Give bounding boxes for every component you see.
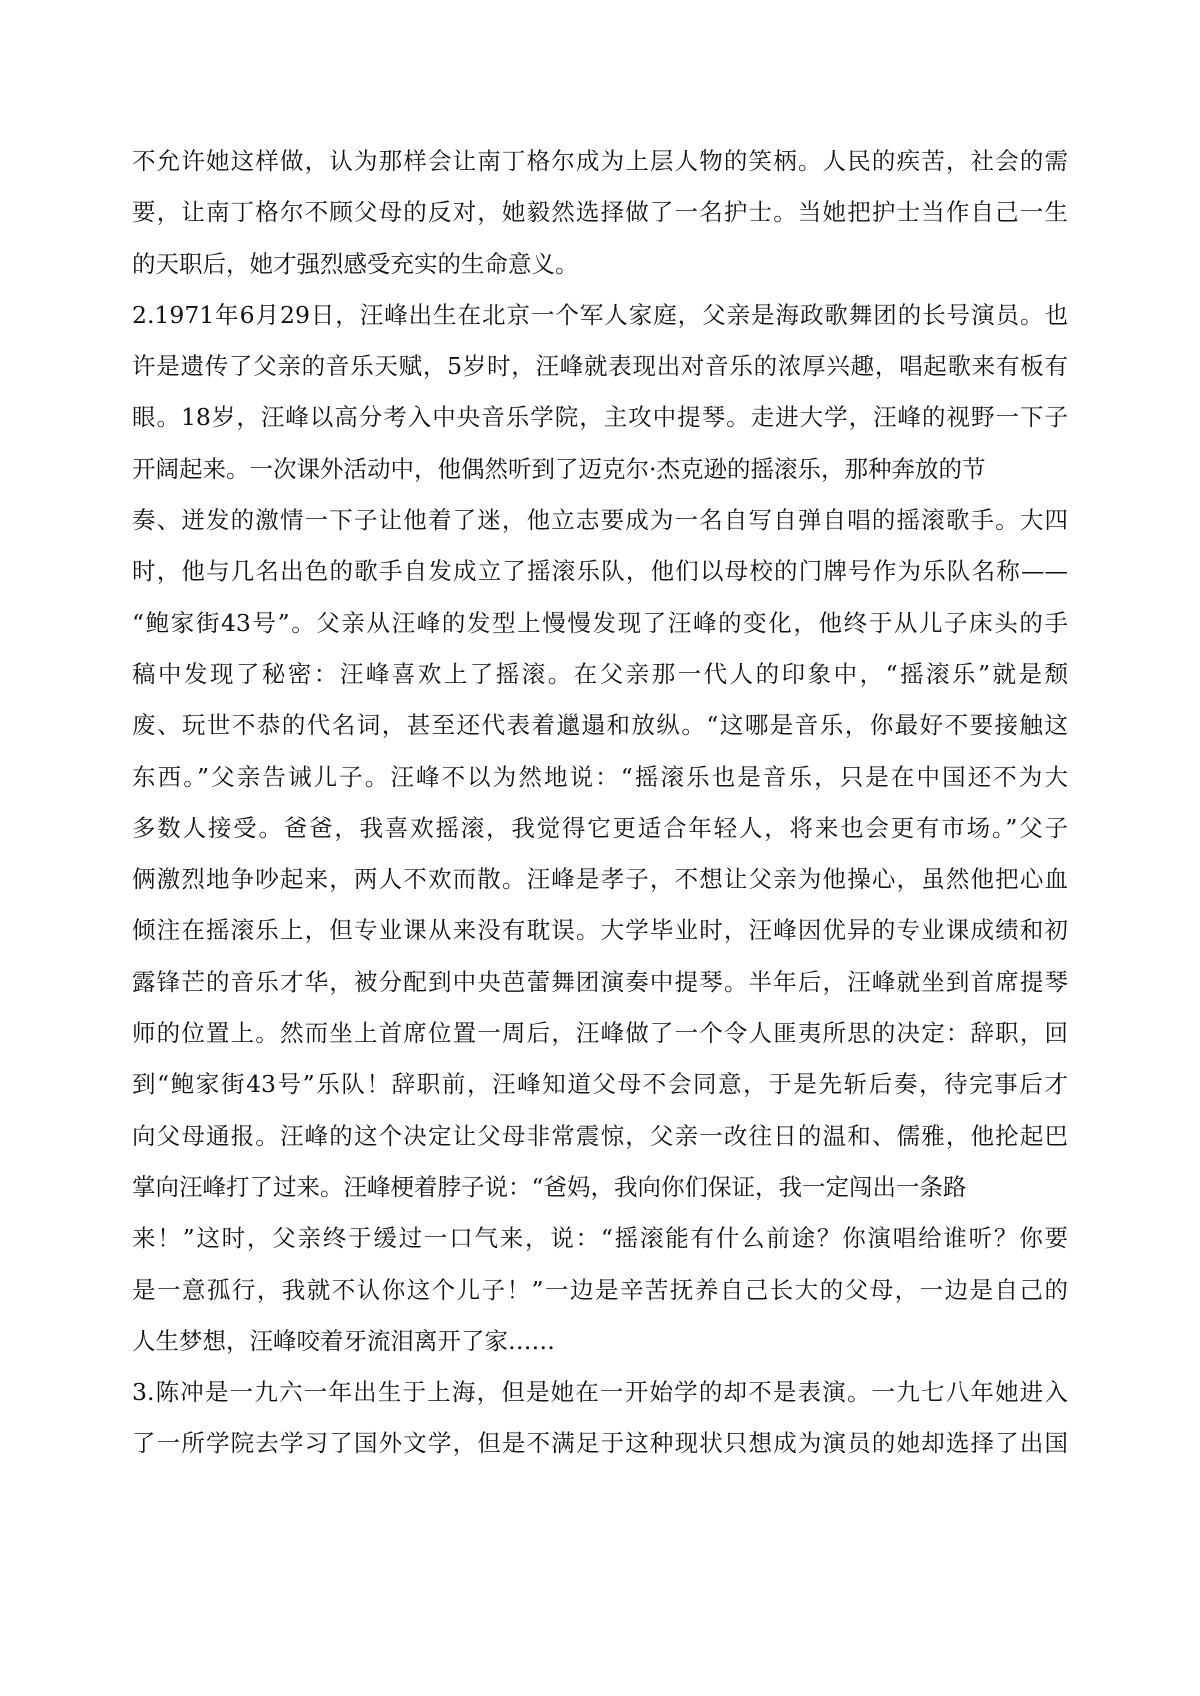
text-line: 的天职后，她才强烈感受充实的生命意义。 [132, 249, 579, 278]
text-line: 奏、迸发的激情一下子让他着了迷，他立志要成为一名自写自弹自唱的摇滚歌手。大四 [132, 506, 1068, 535]
document-body [132, 136, 1068, 1470]
text-line: 许是遗传了父亲的音乐天赋，5岁时，汪峰就表现出对音乐的浓厚兴趣，唱起歌来有板有 [132, 352, 1068, 381]
text-line: 露锋芒的音乐才华，被分配到中央芭蕾舞团演奏中提琴。半年后，汪峰就坐到首席提琴 [132, 967, 1068, 996]
text-line: 是一意孤行，我就不认你这个儿子！”一边是辛苦抚养自己长大的父母，一边是自己的 [132, 1275, 1068, 1304]
text-line: 时，他与几名出色的歌手自发成立了摇滚乐队，他们以母校的门牌号作为乐队名称—— [132, 557, 1068, 586]
text-line: 师的位置上。然而坐上首席位置一周后，汪峰做了一个令人匪夷所思的决定：辞职，回 [132, 1019, 1068, 1048]
text-line: 3.陈冲是一九六一年出生于上海，但是她在一开始学的却不是表演。一九七八年她进入 [132, 1378, 1068, 1407]
text-line: 要，让南丁格尔不顾父母的反对，她毅然选择做了一名护士。当她把护士当作自己一生 [132, 198, 1068, 227]
text-line: 了一所学院去学习了国外文学，但是不满足于这种现状只想成为演员的她却选择了出国 [132, 1429, 1068, 1458]
text-line: 不允许她这样做，认为那样会让南丁格尔成为上层人物的笑柄。人民的疾苦，社会的需 [132, 147, 1068, 175]
text-line: 眼。18岁，汪峰以高分考入中央音乐学院，主攻中提琴。走进大学，汪峰的视野一下子 [132, 403, 1068, 432]
text-line: 东西。”父亲告诫儿子。汪峰不以为然地说：“摇滚乐也是音乐，只是在中国还不为大 [132, 762, 1068, 791]
text-line: 废、玩世不恭的代名词，甚至还代表着邋遢和放纵。“这哪是音乐，你最好不要接触这 [132, 711, 1068, 740]
text-line: “鲍家街43号”。父亲从汪峰的发型上慢慢发现了汪峰的变化，他终于从儿子床头的手 [132, 608, 1068, 637]
text-line: 开阔起来。一次课外活动中，他偶然听到了迈克尔·杰克逊的摇滚乐，那种奔放的节 [132, 454, 986, 483]
text-line: 稿中发现了秘密：汪峰喜欢上了摇滚。在父亲那一代人的印象中，“摇滚乐”就是颓 [132, 659, 1068, 688]
text-line: 向父母通报。汪峰的这个决定让父母非常震惊，父亲一改往日的温和、儒雅，他抡起巴 [132, 1121, 1068, 1150]
text-line: 掌向汪峰打了过来。汪峰梗着脖子说：“爸妈，我向你们保证，我一定闯出一条路 [132, 1172, 967, 1201]
text-line: 来！”这时，父亲终于缓过一口气来，说：“摇滚能有什么前途？你演唱给谁听？你要 [132, 1224, 1068, 1253]
text-line: 多数人接受。爸爸，我喜欢摇滚，我觉得它更适合年轻人，将来也会更有市场。”父子 [132, 813, 1068, 842]
text-line: 2.1971年6月29日，汪峰出生在北京一个军人家庭，父亲是海政歌舞团的长号演员。也 [132, 300, 1068, 329]
text-line: 倾注在摇滚乐上，但专业课从来没有耽误。大学毕业时，汪峰因优异的专业课成绩和初 [132, 916, 1068, 945]
text-line: 俩激烈地争吵起来，两人不欢而散。汪峰是孝子，不想让父亲为他操心，虽然他把心血 [132, 865, 1068, 894]
text-line: 到“鲍家街43号”乐队！辞职前，汪峰知道父母不会同意，于是先斩后奏，待完事后才 [132, 1070, 1068, 1099]
text-line: 人生梦想，汪峰咬着牙流泪离开了家…… [132, 1326, 555, 1355]
